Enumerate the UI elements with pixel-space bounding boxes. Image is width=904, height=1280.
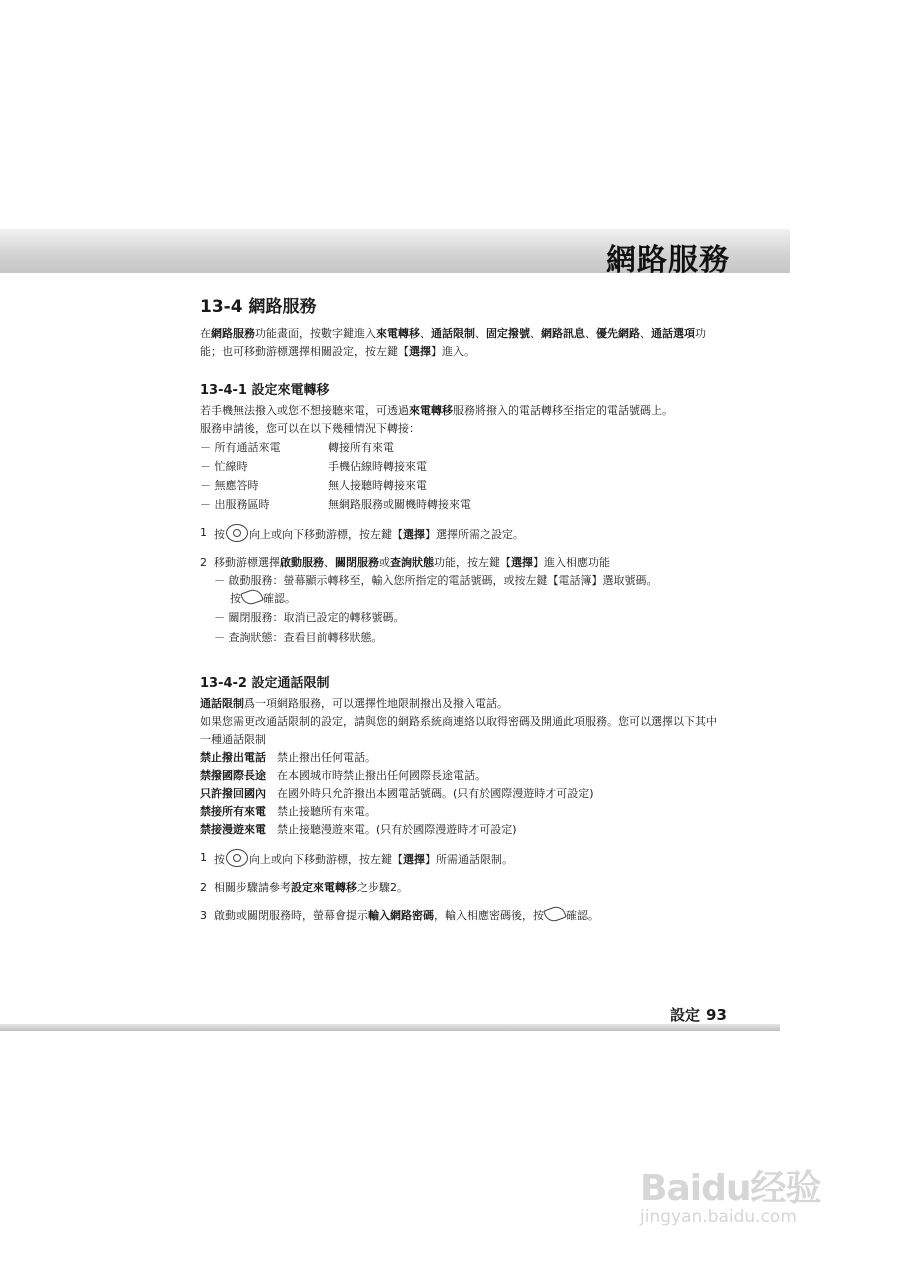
- step-text-pre: 按: [214, 528, 225, 541]
- section-call-barring: [200, 672, 720, 925]
- step-text-post: 之步驟2。: [357, 881, 408, 894]
- text-span: 移動游標選擇: [214, 556, 280, 569]
- forwarding-step-2: [200, 554, 720, 572]
- bold-term: 選擇: [409, 345, 431, 358]
- section-network-services: [200, 292, 720, 361]
- step-number: 2: [200, 556, 207, 569]
- step-text-pre: 按: [214, 853, 225, 866]
- watermark-url: jingyan.baidu.com: [640, 1207, 797, 1227]
- confirm-text: 確認。: [263, 592, 296, 605]
- reference-term: 設定來電轉移: [291, 881, 357, 894]
- step-text-pre: 相關步驟請參考: [214, 881, 291, 894]
- text-span: 功能畫面，按數字鍵進入: [255, 327, 376, 340]
- page-number: 93: [706, 1006, 727, 1024]
- footer-band: [0, 1024, 780, 1031]
- password-term: 輸入網路密碼: [368, 909, 434, 922]
- step-text-end: 】選擇所需之設定。: [425, 528, 524, 541]
- left-soft-key-icon: [543, 904, 567, 924]
- text-span: 、: [530, 327, 541, 340]
- bold-term: 優先網路: [596, 327, 640, 340]
- condition-label: － 所有通話來電: [200, 441, 281, 454]
- query-status-desc: － 查詢狀態：查看目前轉移狀態。: [214, 631, 383, 644]
- bold-term: 選擇: [511, 556, 533, 569]
- page-footer: [670, 1004, 727, 1025]
- close-service-desc: － 關閉服務：取消已設定的轉移號碼。: [214, 611, 405, 624]
- activate-service-desc: － 啟動服務：螢幕顯示轉移至，輸入您所指定的電話號碼，或按左鍵【電話簿】選取號碼。: [214, 574, 658, 587]
- baidu-watermark: [640, 1160, 820, 1227]
- option-term: 禁止撥出電話: [200, 751, 266, 764]
- step-text-post: 向上或向下移動游標，按左鍵【: [249, 528, 403, 541]
- text-span: 、: [324, 556, 335, 569]
- condition-row: [200, 457, 720, 476]
- step-text: [214, 524, 524, 544]
- barring-option: [200, 803, 720, 821]
- subsection-title-barring: 13-4-2 設定通話限制: [200, 676, 330, 691]
- barring-option: [200, 821, 720, 839]
- barring-step-1: [200, 849, 720, 869]
- option-term: 禁撥國際長途: [200, 769, 266, 782]
- barring-option: [200, 749, 720, 767]
- bold-term: 通話選項: [651, 327, 695, 340]
- step-text: [214, 554, 610, 572]
- step-number: 1: [200, 526, 207, 539]
- option-desc: 禁止撥出任何電話。: [277, 751, 376, 764]
- press-text: 按: [230, 592, 241, 605]
- navigation-key-icon: [226, 524, 248, 542]
- text-span: 、: [475, 327, 486, 340]
- step-number: 3: [200, 909, 207, 922]
- option-desc: 在本國城市時禁止撥出任何國際長途電話。: [277, 769, 486, 782]
- barring-step-2: [200, 879, 720, 897]
- forwarding-step-1: [200, 524, 720, 544]
- condition-row: [200, 438, 720, 457]
- forwarding-description-2: 服務申請後，您可以在以下幾種情況下轉接：: [200, 422, 420, 435]
- subsection-title-forwarding: 13-4-1 設定來電轉移: [200, 383, 330, 398]
- barring-option: [200, 767, 720, 785]
- text-span: 功能；也可移動游標選擇相關設定，按左鍵【: [200, 327, 706, 358]
- select-label: 選擇: [403, 853, 425, 866]
- text-span: 服務將撥入的電話轉移至指定的電話號碼上。: [453, 404, 673, 417]
- bold-term: 啟動服務: [280, 556, 324, 569]
- condition-desc: 轉接所有來電: [328, 441, 394, 454]
- text-span: 或: [379, 556, 390, 569]
- text-span: 、: [585, 327, 596, 340]
- forwarding-conditions: [200, 438, 720, 514]
- option-term: 只許撥回國內: [200, 787, 266, 800]
- left-soft-key-icon: [240, 587, 264, 607]
- page-content: [200, 292, 720, 943]
- bold-term: 來電轉移: [376, 327, 420, 340]
- text-span: 、: [640, 327, 651, 340]
- bold-term: 固定撥號: [486, 327, 530, 340]
- step-text: [214, 907, 599, 925]
- step-number: 2: [200, 881, 207, 894]
- step-text-post: ，輸入相應密碼後，按: [434, 909, 544, 922]
- option-desc: 禁止接聽漫遊來電。(只有於國際漫遊時才可設定): [277, 823, 517, 836]
- barring-step-3: [200, 907, 720, 925]
- navigation-key-icon: [226, 849, 248, 867]
- condition-desc: 手機佔線時轉接來電: [328, 460, 427, 473]
- barring-desc-rest: 爲一項網路服務，可以選擇性地限制撥出及撥入電話。: [244, 697, 508, 710]
- bold-term: 網路訊息: [541, 327, 585, 340]
- condition-row: [200, 495, 720, 514]
- step-text-end: 確認。: [566, 909, 599, 922]
- forwarding-description: [200, 402, 720, 420]
- bold-term: 網路服務: [211, 327, 255, 340]
- text-span: 】進入相應功能: [533, 556, 610, 569]
- step-number: 1: [200, 851, 207, 864]
- step-text: [214, 849, 513, 869]
- barring-options: [200, 749, 720, 839]
- select-label: 選擇: [403, 528, 425, 541]
- condition-label: － 無應答時: [200, 479, 259, 492]
- barring-option: [200, 785, 720, 803]
- chapter-title: 網路服務: [606, 243, 730, 278]
- text-span: 、: [420, 327, 431, 340]
- step-text-pre: 啟動或關閉服務時，螢幕會提示: [214, 909, 368, 922]
- footer-chapter-label: 設定: [670, 1006, 701, 1024]
- chapter-header-band: [0, 229, 790, 278]
- text-span: 若手機無法撥入或您不想接聽來電，可透過: [200, 404, 409, 417]
- condition-label: － 出服務區時: [200, 498, 270, 511]
- step-text: [214, 879, 408, 897]
- option-desc: 在國外時只允許撥出本國電話號碼。(只有於國際漫遊時才可設定): [277, 787, 594, 800]
- bold-term: 通話限制: [431, 327, 475, 340]
- condition-row: [200, 476, 720, 495]
- watermark-logo: Baidu经验: [640, 1168, 821, 1209]
- text-span: 】進入。: [431, 345, 475, 358]
- option-term: 禁接漫遊來電: [200, 823, 266, 836]
- condition-label: － 忙線時: [200, 460, 248, 473]
- bold-term: 查詢狀態: [390, 556, 434, 569]
- bold-term: 關閉服務: [335, 556, 379, 569]
- text-span: 在: [200, 327, 211, 340]
- option-term: 禁接所有來電: [200, 805, 266, 818]
- option-desc: 禁止接聽所有來電。: [277, 805, 376, 818]
- barring-term: 通話限制: [200, 697, 244, 710]
- section-call-forwarding: [200, 379, 720, 648]
- step-text-end: 】所需通話限制。: [425, 853, 513, 866]
- activate-service-confirm: [200, 590, 720, 608]
- barring-description: [200, 695, 720, 713]
- condition-desc: 無人接聽時轉接來電: [328, 479, 427, 492]
- condition-desc: 無網路服務或關機時轉接來電: [328, 498, 471, 511]
- text-span: 功能，按左鍵【: [434, 556, 511, 569]
- bold-term: 來電轉移: [409, 404, 453, 417]
- section-intro: [200, 325, 720, 361]
- section-title: 13-4 網路服務: [200, 297, 317, 317]
- barring-description-2: 如果您需更改通話限制的設定，請與您的網路系統商連絡以取得密碼及開通此項服務。您可以選擇以下其中一種通話限制: [200, 715, 717, 746]
- step-text-post: 向上或向下移動游標，按左鍵【: [249, 853, 403, 866]
